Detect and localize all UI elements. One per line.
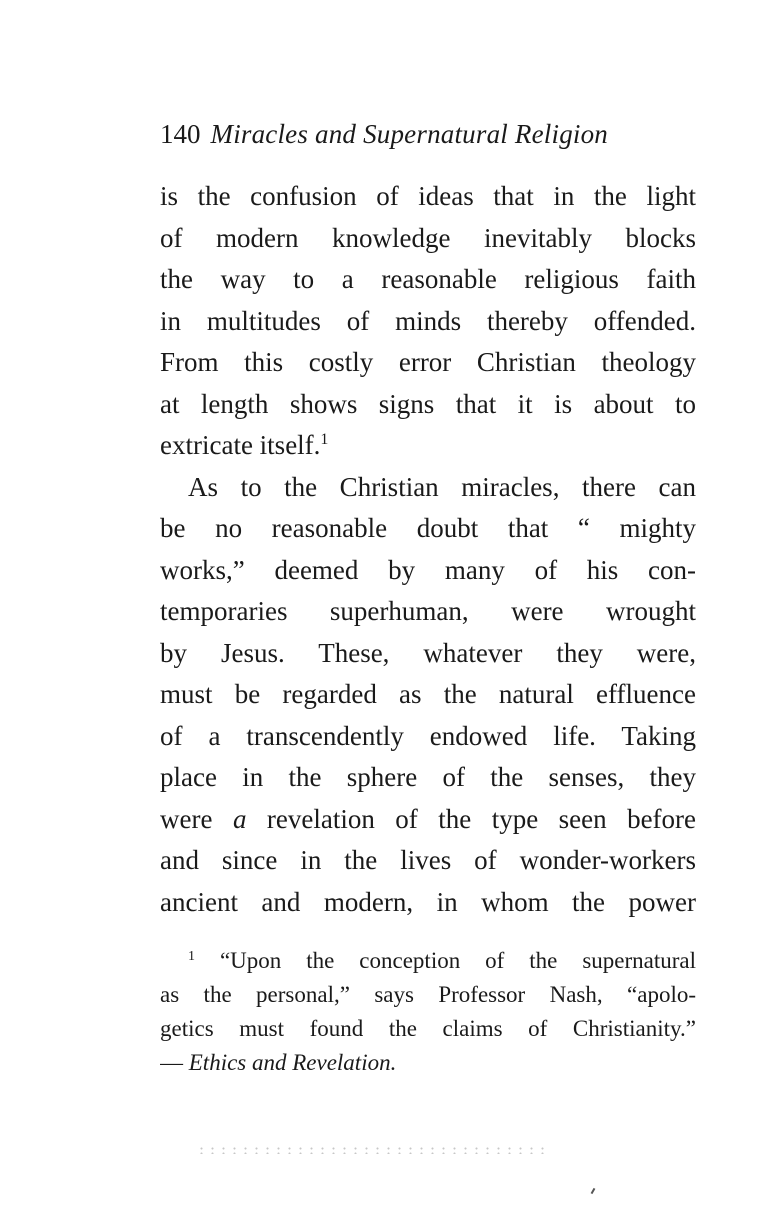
- text-line: and since in the lives of wonder-workers: [160, 845, 696, 875]
- text-line: As to the Christian miracles, there can: [188, 471, 696, 502]
- footnote-marker: 1: [188, 949, 195, 964]
- text-line: the way to a reasonable religious faith: [160, 264, 696, 294]
- text-line: of modern knowledge inevitably blocks: [160, 222, 696, 253]
- footnote-line: as the personal,” says Professor Nash, “apolo-: [160, 982, 696, 1007]
- footnote: [160, 944, 696, 1080]
- italic-article: a: [232, 803, 247, 834]
- text-line: ancient and modern, in whom the power: [160, 886, 696, 917]
- footnote-line-content: “Upon the conception of the supernatural: [219, 948, 696, 973]
- footnote-reference: 1: [320, 431, 329, 448]
- text-line: be no reasonable doubt that “ mighty: [160, 513, 696, 543]
- text-line: works,” deemed by many of his con-: [160, 554, 696, 585]
- text-line-content: revelation of the type seen before: [266, 803, 696, 834]
- text-line: must be regarded as the natural effluence: [160, 679, 696, 709]
- text-line: of a transcendently endowed life. Taking: [160, 720, 696, 751]
- running-header: [160, 112, 700, 156]
- text-line: [160, 799, 696, 841]
- footnote-line: [160, 944, 696, 978]
- footnote-source-title: Ethics and Revelation.: [188, 1050, 397, 1075]
- footnote-line: [160, 1046, 696, 1080]
- text-line: is the confusion of ideas that in the light: [160, 181, 696, 211]
- text-line: by Jesus. These, whatever they were,: [160, 637, 696, 668]
- footnote-line: getics must found the claims of Christianity.”: [160, 1016, 696, 1041]
- footnote-dash: —: [160, 1050, 183, 1075]
- text-line: [160, 425, 696, 467]
- text-line-prefix: were: [160, 803, 213, 834]
- text-line: place in the sphere of the senses, they: [160, 762, 696, 792]
- text-line: at length shows signs that it is about to: [160, 388, 696, 419]
- scan-speck: [591, 1188, 596, 1194]
- text-line: From this costly error Christian theology: [160, 347, 696, 377]
- running-title: Miracles and Supernatural Religion: [210, 119, 609, 149]
- text-line: temporaries superhuman, were wrought: [160, 596, 696, 626]
- page-number: 140: [160, 119, 201, 149]
- scan-noise: [196, 1146, 546, 1154]
- text-line-content: extricate itself.: [160, 430, 321, 460]
- text-line: in multitudes of minds thereby offended.: [160, 305, 696, 336]
- main-text: [160, 176, 696, 923]
